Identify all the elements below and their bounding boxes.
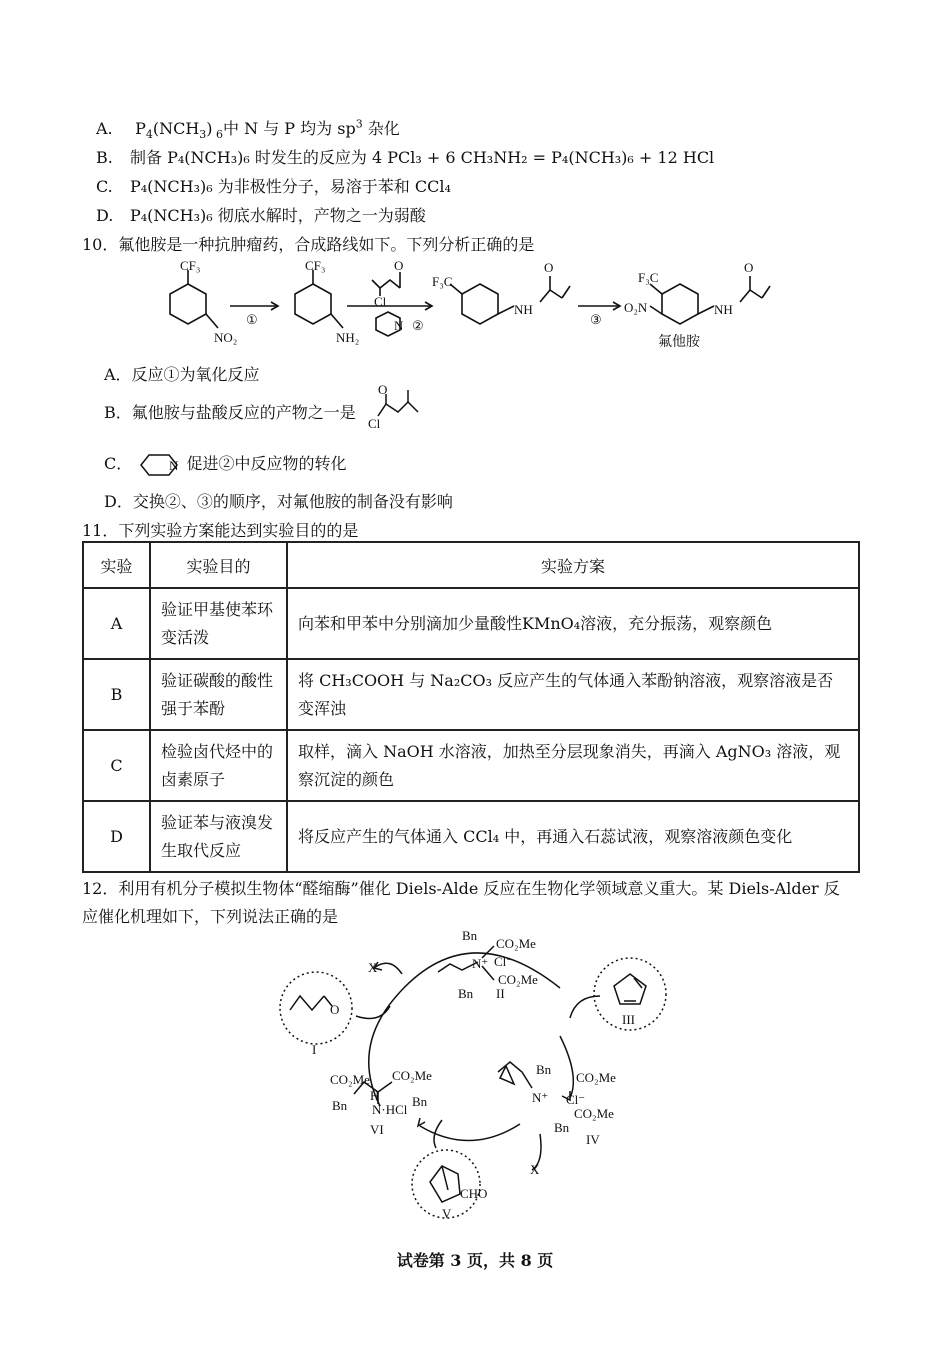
q9-option-c: C. P₄(NCH₃)₆ 为非极性分子，易溶于苯和 CCl₄ (96, 177, 451, 196)
nh2-label: NH₂ (336, 330, 360, 345)
cho-label: CHO (460, 1186, 488, 1201)
row-id: A (83, 588, 150, 659)
cl-label-1: Cl (374, 294, 387, 309)
header-experiment: 实验 (83, 542, 150, 588)
q10-option-c: C． N 促进②中反应物的转化 (104, 451, 346, 477)
q12-stem-line-2: 应催化机理如下，下列说法正确的是 (82, 907, 339, 926)
row-goal: 验证碳酸的酸性强于苯酚 (150, 659, 287, 730)
table-header-row (83, 542, 859, 588)
benzene-ring-3 (462, 284, 498, 324)
label-iv: IV (586, 1132, 600, 1147)
co2me-label-1: CO₂Me (496, 936, 536, 951)
isobutyryl-chloride (372, 280, 400, 288)
o-label-3: O (744, 260, 754, 275)
f3c-label-2: F₃C (638, 270, 659, 285)
label-vi: VI (370, 1122, 384, 1137)
table-row (83, 801, 859, 872)
row-plan: 将 CH₃COOH 与 Na₂CO₃ 反应产生的气体通入苯酚钠溶液，观察溶液是否变浑浊 (287, 659, 859, 730)
q9-option-a: A. $P_4(NCH_3)$ $_6$中 N 与 P 均为 $sp^3$ 杂化 (96, 117, 400, 142)
q10-option-b: B．氟他胺与盐酸反应的产物之一是 (104, 403, 356, 422)
f3c-label-1: F₃C (432, 274, 453, 289)
benzene-ring-4 (662, 284, 698, 324)
co2me-label-2: CO₂Me (498, 972, 538, 987)
pyridine-icon (137, 453, 181, 477)
row-goal: 验证苯与液溴发生取代反应 (150, 801, 287, 872)
co2me-label-5: CO₂Me (330, 1072, 370, 1087)
label-i: I (312, 1042, 317, 1057)
table-row (83, 588, 859, 659)
label-v: V (442, 1206, 452, 1221)
label-iii: III (622, 1012, 635, 1027)
row-plan: 将反应产生的气体通入 CCl₄ 中，再通入石蕊试液，观察溶液颜色变化 (287, 801, 859, 872)
q9-option-d: D. P₄(NCH₃)₆ 彻底水解时，产物之一为弱酸 (96, 206, 426, 225)
bn-label-2: Bn (458, 986, 474, 1001)
label-x-2: X (530, 1162, 540, 1177)
label-x-1: X (368, 960, 378, 975)
bn-label-1: Bn (462, 928, 478, 943)
experiment-table (82, 541, 860, 873)
q9-option-b: B. 制备 P₄(NCH₃)₆ 时发生的反应为 4 PCl₃ + 6 CH₃NH₂ = P₄(NCH₃)₆ + 12 HCl (96, 148, 715, 167)
page-footer: 试卷第 3 页，共 8 页 (396, 1251, 554, 1270)
o2n-label: O₂N (624, 300, 648, 315)
o-label-1: O (394, 258, 404, 273)
bn-label-6: Bn (412, 1094, 428, 1109)
co2me-label-3: CO₂Me (576, 1070, 616, 1085)
co2me-label-4: CO₂Me (574, 1106, 614, 1121)
cf3-label-2: CF₃ (305, 258, 326, 273)
catalytic-cycle-diagram (270, 926, 690, 1226)
cl-label-2: Cl (368, 416, 381, 431)
label-ii: II (496, 986, 505, 1001)
o-label-2: O (544, 260, 554, 275)
bn-label-3: Bn (536, 1062, 552, 1077)
row-id: B (83, 659, 150, 730)
table-row (83, 659, 859, 730)
step-2-label: ② (412, 318, 424, 333)
flutamide-label: 氟他胺 (658, 334, 700, 350)
row-id: C (83, 730, 150, 801)
no2-label: NO₂ (214, 330, 238, 345)
svg-text:N: N (169, 457, 179, 473)
aldehyde-o: O (330, 1002, 340, 1017)
n-plus-2: N⁺ (532, 1090, 549, 1105)
o-label-4: O (378, 384, 388, 397)
row-plan: 向苯和甲苯中分别滴加少量酸性KMnO₄溶液，充分振荡，观察颜色 (287, 588, 859, 659)
row-goal: 验证甲基使苯环变活泼 (150, 588, 287, 659)
cl-minus-2: Cl⁻ (566, 1092, 586, 1107)
q12-stem-line-1: 12．利用有机分子模拟生物体“醛缩酶”催化 Diels-Alde 反应在生物化学领域意义重大。某 Diels-Alder 反 (82, 879, 840, 898)
q10-option-a: A．反应①为氧化反应 (104, 365, 260, 384)
table-row (83, 730, 859, 801)
step-3-label: ③ (590, 312, 602, 327)
benzene-ring-1 (170, 284, 206, 324)
nhhcl-label: N·HCl (372, 1102, 408, 1117)
nh-label-1: NH (514, 302, 533, 317)
row-goal: 检验卤代烃中的卤素原子 (150, 730, 287, 801)
co2me-label-6: CO₂Me (392, 1068, 432, 1083)
h-label: H (370, 1088, 380, 1103)
header-goal: 实验目的 (150, 542, 287, 588)
benzene-ring-2 (295, 284, 331, 324)
n-label-pyr: N (394, 318, 404, 333)
bn-label-5: Bn (332, 1098, 348, 1113)
cf3-label-1: CF₃ (180, 258, 201, 273)
acyl-chloride-structure (368, 384, 428, 432)
row-id: D (83, 801, 150, 872)
bn-label-4: Bn (554, 1120, 570, 1135)
q10-stem: 10．氟他胺是一种抗肿瘤药，合成路线如下。下列分析正确的是 (82, 235, 535, 254)
nh-label-2: NH (714, 302, 733, 317)
header-plan: 实验方案 (287, 542, 859, 588)
q10-synthesis-scheme (150, 258, 800, 354)
n-plus-1: N⁺ (472, 956, 489, 971)
cl-minus-1: Cl⁻ (494, 954, 514, 969)
step-1-label: ① (246, 312, 258, 327)
q10-option-d: D．交换②、③的顺序，对氟他胺的制备没有影响 (104, 492, 453, 511)
row-plan: 取样，滴入 NaOH 水溶液，加热至分层现象消失，再滴入 AgNO₃ 溶液，观察沉淀的颜色 (287, 730, 859, 801)
q11-stem: 11．下列实验方案能达到实验目的的是 (82, 521, 359, 540)
